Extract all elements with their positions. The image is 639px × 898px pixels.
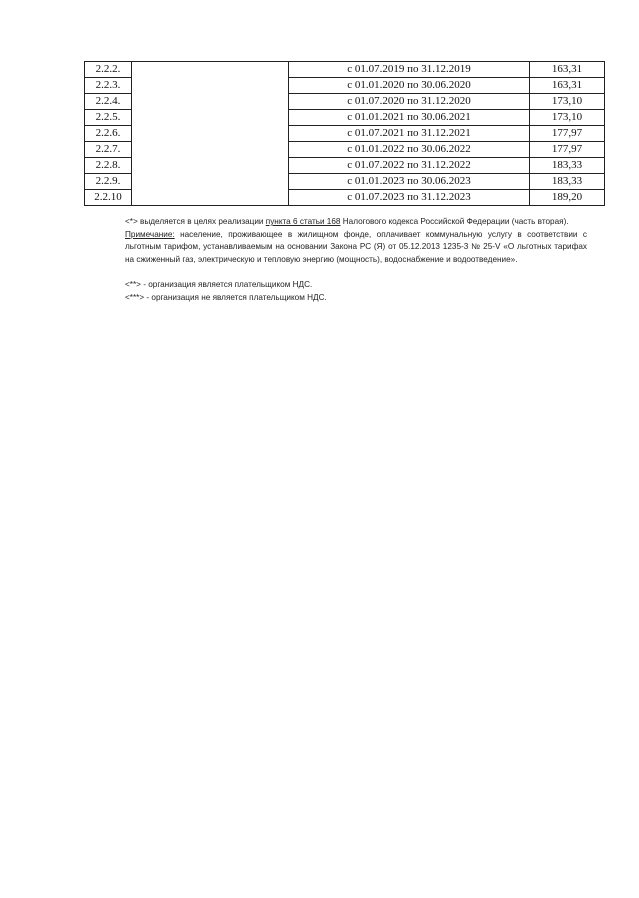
row-number-cell: 2.2.4.	[85, 94, 132, 110]
period-cell: с 01.07.2022 по 31.12.2022	[289, 158, 530, 174]
tariff-value-cell: 183,33	[530, 158, 605, 174]
table-row	[85, 62, 605, 78]
period-cell: с 01.07.2020 по 31.12.2020	[289, 94, 530, 110]
row-number-cell: 2.2.2.	[85, 62, 132, 78]
row-number-cell: 2.2.8.	[85, 158, 132, 174]
footnotes	[125, 216, 587, 304]
spacer	[125, 266, 587, 279]
period-cell: с 01.01.2021 по 30.06.2021	[289, 110, 530, 126]
row-number-cell: 2.2.5.	[85, 110, 132, 126]
tariff-value-cell: 163,31	[530, 62, 605, 78]
period-cell: с 01.01.2022 по 30.06.2022	[289, 142, 530, 158]
tariff-value-cell: 163,31	[530, 78, 605, 94]
remark-label: Примечание:	[125, 229, 175, 239]
row-number-cell: 2.2.6.	[85, 126, 132, 142]
tariff-value-cell: 183,33	[530, 174, 605, 190]
tariff-table-body	[85, 62, 605, 206]
footnote-vat-allocation	[125, 216, 587, 229]
row-number-cell: 2.2.9.	[85, 174, 132, 190]
tariff-value-cell: 173,10	[530, 94, 605, 110]
period-cell: с 01.07.2023 по 31.12.2023	[289, 190, 530, 206]
row-number-cell: 2.2.7.	[85, 142, 132, 158]
period-cell: с 01.01.2020 по 30.06.2020	[289, 78, 530, 94]
tariff-table	[84, 61, 605, 206]
tariff-value-cell: 177,97	[530, 142, 605, 158]
merged-empty-cell	[132, 62, 289, 206]
footnote-vat-nonpayer: <***> - организация не является плательщиком НДС.	[125, 292, 327, 302]
footnote-vat-allocation-prefix: <*> выделяется в целях реализации	[125, 217, 266, 226]
row-number-cell: 2.2.10	[85, 190, 132, 206]
tariff-value-cell: 177,97	[530, 126, 605, 142]
period-cell: с 01.07.2021 по 31.12.2021	[289, 126, 530, 142]
period-cell: с 01.07.2019 по 31.12.2019	[289, 62, 530, 78]
footnote-vat-allocation-suffix: Налогового кодекса Российской Федерации (часть вторая).	[340, 217, 569, 226]
row-number-cell: 2.2.3.	[85, 78, 132, 94]
tax-code-link[interactable]: пункта 6 статьи 168	[265, 217, 341, 226]
remark-text: население, проживающее в жилищном фонде, оплачивает коммунальную услугу в соответствии с льготным тарифом, устанавливаемым на основании Закона РС (Я) от 05.12.2013 1235-3 № 25-V «О льготных тарифах на сжиженный газ, электрическую и тепловую энергию (мощность), водоснабжение и водоотведение».	[125, 229, 587, 264]
tariff-value-cell: 189,20	[530, 190, 605, 206]
tariff-value-cell: 173,10	[530, 110, 605, 126]
footnote-vat-payer: <**> - организация является плательщиком НДС.	[125, 280, 313, 289]
period-cell: с 01.01.2023 по 30.06.2023	[289, 174, 530, 190]
remark-paragraph	[125, 229, 587, 267]
